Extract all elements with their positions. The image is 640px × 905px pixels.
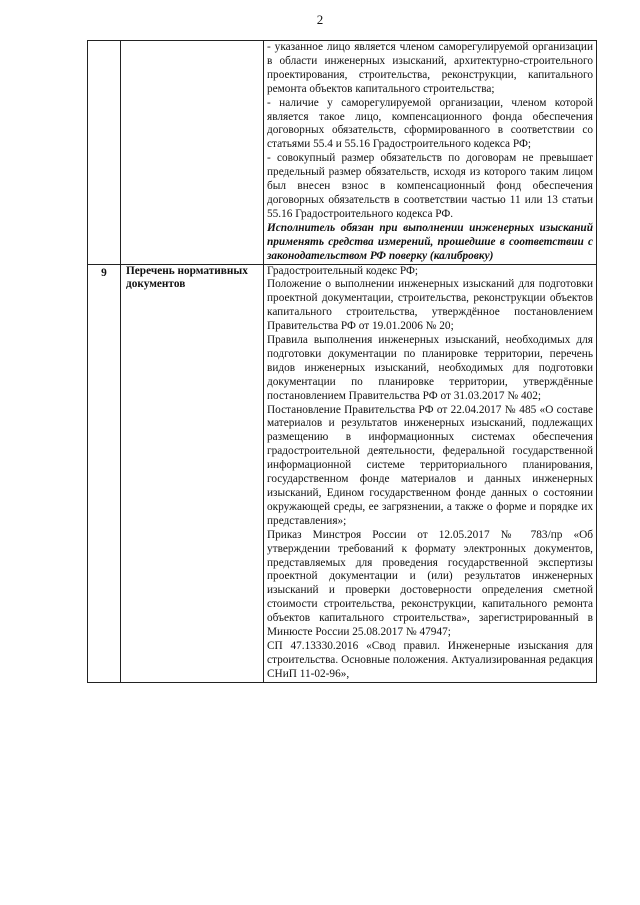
- row-label: Перечень нормативных документов: [121, 264, 264, 682]
- paragraph: - совокупный размер обязательств по договорам не превышает предельный размер обязательств, исходя из которого таким лицом был внесен взнос в компенсационный фонд обеспечения договорных обязательств в соответствии частью 11 или 13 статьи 55.16 Градостроительного кодекса РФ.: [267, 152, 593, 220]
- paragraph: Положение о выполнении инженерных изысканий для подготовки проектной документации, строительства, реконструкции объектов капитального строительства, утверждённое постановлением Правительства РФ от 19.01.2006 № 20;: [267, 278, 593, 333]
- table-row: [88, 264, 597, 682]
- paragraph: Градостроительный кодекс РФ;: [267, 264, 419, 277]
- paragraph: Приказ Минстроя России от 12.05.2017 № 783/пр «Об утверждении требований к формату электронных документов, представляемых для проведения государственной экспертизы проектной документации и (или) результатов инженерных изысканий и проверки достоверности определения сметной стоимости строительства, реконструкции, капитального ремонта объектов капитального строительства», зарегистрированный в Минюсте России 25.08.2017 № 47947;: [267, 528, 593, 639]
- requirements-table: [87, 40, 597, 683]
- emphasis-paragraph: Исполнитель обязан при выполнении инженерных изысканий применять средства измерений, прошедшие в соответствии с законодательством РФ поверку (калибровку): [267, 221, 593, 262]
- paragraph: СП 47.13330.2016 «Свод правил. Инженерные изыскания для строительства. Основные положения. Актуализированная редакция СНиП 11-02-96»,: [267, 639, 593, 680]
- row-number: [88, 41, 121, 265]
- row-number: 9: [88, 264, 121, 682]
- row-content: [264, 41, 597, 265]
- paragraph: - наличие у саморегулируемой организации, членом которой является такое лицо, компенсационного фонда обеспечения договорных обязательств, сформированного в соответствии со статьями 55.4 и 55.16 Градостроительного кодекса РФ;: [267, 96, 593, 151]
- table-row: [88, 41, 597, 265]
- paragraph: Правила выполнения инженерных изысканий, необходимых для подготовки документации по планировке территории, перечень видов инженерных изысканий, необходимых для подготовки документации по планировке территории, утверждённые постановлением Правительства РФ от 31.03.2017 № 402;: [267, 334, 593, 402]
- row-label: [121, 41, 264, 265]
- row-content: [264, 264, 597, 682]
- paragraph: Постановление Правительства РФ от 22.04.2017 № 485 «О составе материалов и результатов инженерных изысканий, подлежащих размещению в информационных системах обеспечения градостроительной деятельности, федеральной государственной информационной системе территориального планирования, государственном фонде материалов и данных инженерных изысканий, Едином государственном фонде данных о состоянии окружающей среды, ее загрязнении, а также о форме и порядке их представления»;: [267, 403, 593, 527]
- paragraph: - указанное лицо является членом саморегулируемой организации в области инженерных изысканий, архитектурно-строительного проектирования, строительства, реконструкции, капитального ремонта объектов капитального строительства;: [267, 41, 593, 95]
- page-number: 2: [316, 12, 324, 27]
